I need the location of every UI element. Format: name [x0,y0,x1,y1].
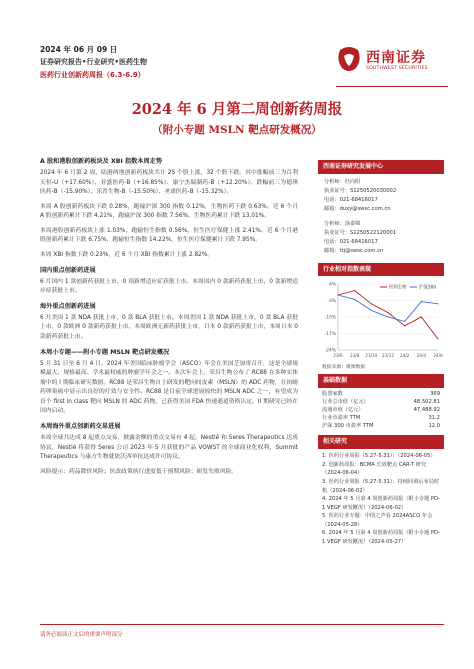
series-point [437,339,438,340]
series-point [404,321,405,322]
report-date: 2024 年 06 月 09 日 [40,45,118,54]
basic-value: 12.0 [428,423,440,430]
series-point [354,299,355,300]
table-row [318,414,444,422]
section-title: 海外重点创新药进展 [40,302,96,310]
y-tick-label: -24% [324,348,336,354]
chart-heading: 行业相对指数表现 [318,263,444,277]
analyst-block [318,174,444,216]
basic-label: 沪深 300 市盈率 TTM [322,423,374,430]
series-point [387,317,388,318]
section-paragraph: 本周 XBI 指数下跌 0.23%，近 6 个月 XBI 指数累计上涨 2.82%。 [40,252,214,258]
x-tick-label: 24/2 [399,353,410,359]
logo-text-cn: 西南证券 [366,50,426,66]
basic-value: 31.2 [428,415,440,422]
series-point [404,326,405,327]
series-line [338,291,438,339]
basic-data-table [318,390,444,430]
y-tick-label: -3% [327,299,336,305]
x-tick-label: 23/10 [365,353,378,359]
report-title: 2024 年 6 月第二周创新药周报 [131,101,343,118]
related-research-item[interactable]: 2. 创新药周报：BCMA 长效靶点 CAR-T 研究（2024-06-04） [322,461,427,477]
basic-label: 行业总市值（亿元） [322,399,369,406]
logo-mark-icon [336,46,362,74]
series-point [337,295,338,296]
analyst-email[interactable]: 邮箱：duxy@swsc.com.cn [324,206,391,213]
x-tick-label: 24/6 [433,353,443,359]
related-research-item[interactable]: 4. 2024 年 5 月第 4 周创新药周报（附小专题 PD-1 VEGF 研发概况）（2024-06-02） [322,496,440,511]
x-tick-label: 23/6 [333,353,343,359]
logo-text-en: SOUTHWEST SECURITIES [366,66,428,71]
report-body [40,152,298,612]
chart-source: 数据来源：聚源数据 [322,365,366,371]
section-paragraph: 2024 年 6 月第 2 周，陆港两地创新药板块共计 25 个股上涨，32 个股下跌。其中涨幅前三为百利天恒-U（+17.60%）、亚盛医药-B（+16.85%）、康宁杰瑞制药-B（+12.20%）。跌幅前三为德琪医药-B（-15.90%）、乐普生物-B（-15.50%）、圣诺医药-B（-15.32%）。 [40,170,298,196]
table-row [318,422,444,430]
section-title: 本周海外重点创新药交易进展 [40,422,121,430]
x-tick-label: 24/4 [416,353,427,359]
y-tick-label: -10% [324,315,336,321]
section-paragraph: 6 月美国 1 款 NDA 获批上市，0 款 BLA 获批上市。本周美国 1 款 NDA 获批上市，0 款 BLA 获批上市，0 款欧洲 0 款新药获批上市，本周欧洲无新药获批上市，日本 0 款新药获批上市，本周日本 0 款新药获批上市。 [40,314,298,340]
related-research-item[interactable]: 3. 医药行业周报（5.27-5.31）：持续回调后布局时机（2024-06-02） [322,478,440,494]
analyst-name: 分析师：汤泰锦 [324,221,361,228]
y-tick-label: 4% [329,282,336,288]
section-paragraph: 本周 A 股创新药板块下跌 0.28%，跑输沪深 300 指数 0.12%，生物医药下跌 0.63%。近 6 个月 A 股创新药累计下跌 4.21%，跑输沪深 300 指数 7.56%，生物医药累计下跌 13.01%。 [40,203,298,220]
sidebar [318,160,444,550]
report-subtitle: （附小专题 MSLN 靶点研发概况） [152,124,322,136]
related-research-item[interactable]: 1. 医药行业周报（5.27-5.31）：（2024-06-05） [322,453,436,460]
table-row [318,390,444,398]
section-title: 国内重点创新药进展 [40,266,96,274]
related-research-heading: 相关研究 [318,435,444,449]
basic-label: 流通市值（亿元） [322,407,364,414]
basic-value: 48,502.81 [413,399,440,406]
legend-label: 沪深300 [419,285,437,291]
analyst-name: 分析师：杜向阳 [324,178,361,185]
section-paragraph: 5 月 31 日至 6 月 4 日，2024 年美国临床肿瘤学会（ASCO）年会在美国芝加哥召开，这是全球规模最大、规格最高、学术最权威的肿瘤学年会之一。本次年会上，荣昌生物公布了 RC88 在多种实体瘤中的 I 期临床研究数据。RC88 是荣昌生物自主研发的靶向间皮素（MSLN）的 ADC 药物，在铂耐药卵巢癌中显示出良好的疗效与安全性。RC88 是目前全球进展较快的 MSLN ADC 之一，有望成为首个 first in class 靶向 MSLN 的 ADC 药物，已获得美国 FDA 快速通道资格认定。II 期研究已经在国内启动。 [40,360,298,415]
basic-label: 股票家数 [322,391,343,398]
basic-data-heading: 基础数据 [318,374,444,388]
y-tick-label: -17% [324,332,336,338]
series-point [387,312,388,313]
analysts-heading: 西南证券研究发展中心 [318,160,444,174]
table-row [318,398,444,406]
series-point [437,304,438,305]
analyst-phone: 电话：021-68416017 [324,239,378,246]
report-category: 证券研究报告•行业研究•医药生物 [40,58,147,66]
table-row [318,406,444,414]
series-point [354,290,355,291]
footer-disclaimer: 请务必阅读正文后的重要声明部分 [40,632,123,638]
basic-value: 47,488.92 [413,407,440,414]
footer-rule [40,624,444,625]
section-paragraph: 本周港股创新药板块上涨 1.03%，跑输恒生指数 0.56%，恒生医疗保健上涨 2.41%。近 6 个月港股创新药累计下跌 6.75%，跑输恒生指数 14.22%，恒生医疗保健累计下跌 7.95%。 [40,227,298,244]
series-point [421,301,422,302]
series-point [371,304,372,305]
basic-label: 行业市盈率 TTM [322,415,361,422]
analyst-block [318,216,444,258]
x-tick-label: 23/12 [381,353,395,359]
basic-value: 369 [430,391,440,398]
section-title: 本周小专题——附小专题 MSLN 靶点研发概况 [40,348,170,356]
series-point [421,317,422,318]
section-title: A 股和港股创新药板块及 XBI 指数本周走势 [40,158,163,165]
analyst-cert: 执业证号：S1250522120001 [324,230,397,237]
header-rule [336,86,448,87]
risk-warning: 风险提示：药品降价风险；医改政策执行进度低于预期风险；研发失败风险。 [40,468,238,475]
relative-index-chart [318,276,444,362]
chart-svg [318,278,444,362]
analyst-phone: 电话：021-68416017 [324,196,378,203]
analyst-email[interactable]: 邮箱：ttj@swsc.com.cn [324,248,384,255]
series-point [371,310,372,311]
legend-label: 医药生物 [389,285,407,291]
section-paragraph: 6 月国内 1 款创新药获批上市，0 项新增适应症获批上市。本周国内 0 款新药获批上市，0 款新增适应症获批上市。 [40,278,298,295]
analyst-cert: 执业证号：S1250520030002 [324,187,397,194]
related-research-list [318,449,444,549]
related-research-item[interactable]: 6. 2024 年 5 月第 4 周创新药周报（附小专题 PD-1 VEGF 研发概况）（2024-05-27） [322,530,440,546]
company-logo [336,46,448,78]
related-research-item[interactable]: 5. 医药行业专题：中国之声看 2024ASCO 年会（2024-05-28） [322,513,433,528]
report-series: 医药行业创新药周报（6.3-6.9） [40,71,145,79]
section-paragraph: 本周全球共达成 8 起重点交易，披露金额的重点交易有 4 起，Nestlé 和 Seres Therapeutics 达成协议，Nestlé 将获得 Seres 公司 2023 年 5 月获批的产品 VOWST 的全球商业化权利，Summit Therapeutics 与康方生物就依沃西单抗达成许可协议。 [40,435,298,461]
x-tick-label: 23/8 [349,353,360,359]
